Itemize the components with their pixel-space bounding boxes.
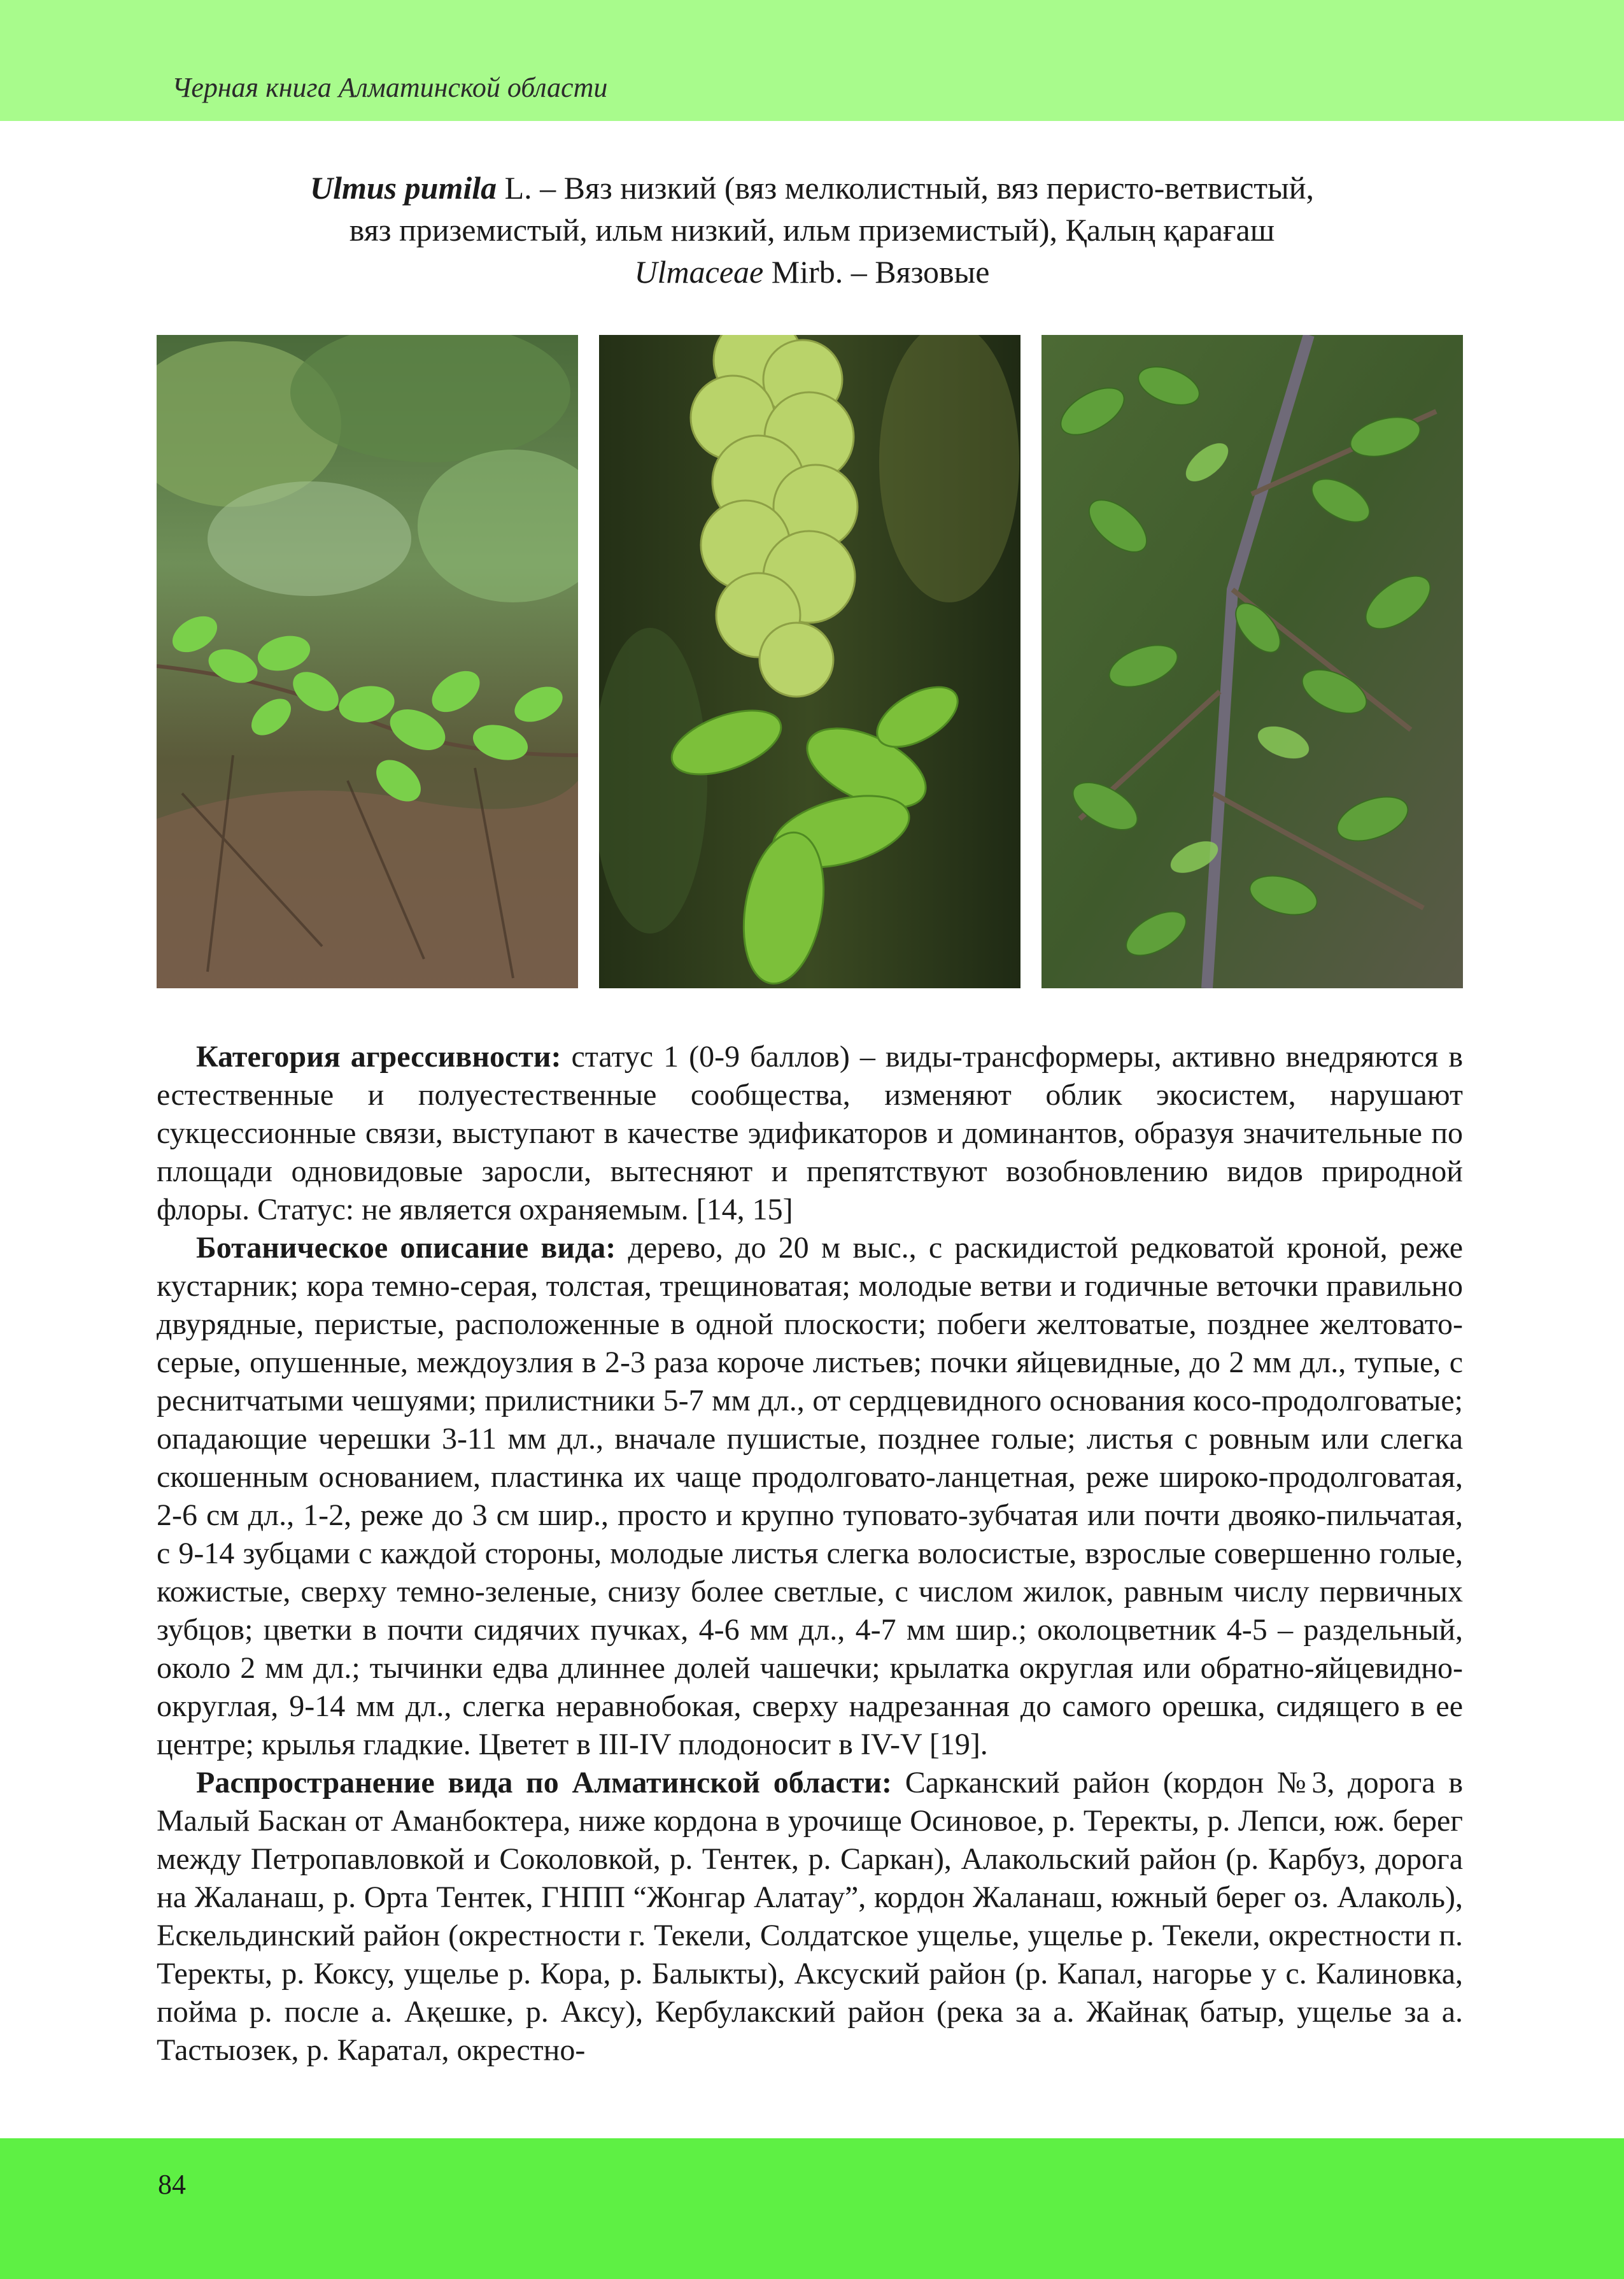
latin-name: Ulmus pumila xyxy=(309,170,497,206)
running-title: Черная книга Алматинской области xyxy=(172,72,608,103)
family-latin: Ulmaceae xyxy=(634,254,764,290)
photo-elm-branch xyxy=(157,335,578,988)
photo-elm-fruits xyxy=(599,335,1020,988)
section-heading: Распространение вида по Алматинской области: xyxy=(196,1766,893,1800)
species-title xyxy=(0,167,1624,293)
footer-band xyxy=(0,2138,1624,2279)
section-botanical-description xyxy=(157,1229,1463,1764)
header-band xyxy=(0,0,1624,121)
section-heading: Категория агрессивности: xyxy=(196,1040,561,1074)
title-line-1 xyxy=(0,167,1624,209)
section-aggressiveness xyxy=(157,1038,1463,1229)
section-body: дерево, до 20 м выс., с раскидистой редковатой кроной, реже кустарник; кора темно-серая, толстая, трещиноватая; молодые ветви и годичные веточки правильно двурядные, перистые, расположенные в одной плоскости; побеги желтоватые, позднее желтовато-серые, опушенные, междоузлия в 2-3 раза короче листьев; почки яйцевидные, до 2 мм дл., тупые, с реснитчатыми чешуями; прилистники 5-7 мм дл., от сердцевидного основания косо-продолговатые; опадающие черешки 3-11 мм дл., вначале пушистые, позднее голые; листья с ровным или слегка скошенным основанием, пластинка их чаще продолговато-ланцетная, реже широко-продолговатая, 2-6 см дл., 1-2, реже до 3 см шир., просто и крупно туповато-зубчатая или почти двояко-пильчатая, с 9-14 зубцами с каждой стороны, молодые листья слегка волосистые, взрослые совершенно голые, кожистые, сверху темно-зеленые, снизу более светлые, с числом жилок, равным числу первичных зубцов; цветки в почти сидячих пучках, 4-6 мм дл., 4-7 мм шир.; околоцветник 4-5 – раздельный, около 2 мм дл.; тычинки едва длиннее долей чашечки; крылатка округлая или обратно-яйцевидно-округлая, 9-14 мм дл., слегка неравнобокая, сверху надрезанная до самого орешка, сидящего в ее центре; крылья гладкие. Цветет в III-IV плодоносит в IV-V [19]. xyxy=(157,1231,1463,1761)
section-body: статус 1 (0-9 баллов) – виды-трансформеры, активно внедряются в естественные и полуестественные сообщества, изменяют облик экосистем, нарушают сукцессионные связи, выступают в качестве эдификаторов и доминантов, образуя значительные по площади одновидовые заросли, вытесняют и препятствуют возобновлению видов природной флоры. Статус: не является охраняемым. [14, 15] xyxy=(157,1040,1464,1226)
page-number: 84 xyxy=(158,2169,186,2200)
family-rest: Mirb. – Вязовые xyxy=(763,254,990,290)
family-line xyxy=(0,251,1624,293)
section-distribution xyxy=(157,1764,1463,2070)
section-body: Сарканский район (кордон №3, дорога в Малый Баскан от Аманбоктера, ниже кордона в урочище Осиновое, р. Теректы, р. Лепси, юж. берег между Петропавловкой и Соколовкой, р. Тентек, р. Саркан), Алакольский район (р. Карбуз, дорога на Жаланаш, р. Орта Тентек, ГНПП “Жонгар Алатау”, кордон Жаланаш, южный берег оз. Алаколь), Ескельдинский район (окрестности г. Текели, Солдатское ущелье, ущелье р. Текели, окрестности п. Теректы, р. Коксу, ущелье р. Кора, р. Балыкты), Аксуский район (р. Капал, нагорье у с. Калиновка, пойма р. после а. Ақешке, р. Аксу), Кербулакский район (река за а. Жайнақ батыр, ущелье за а. Тастыозек, р. Каратал, окрестно- xyxy=(157,1766,1463,2067)
common-names-2: вяз приземистый, ильм низкий, ильм приземистый), Қалың қарағаш xyxy=(349,212,1275,248)
photo-row xyxy=(0,335,1624,988)
section-heading: Ботаническое описание вида: xyxy=(196,1231,616,1265)
species-description xyxy=(157,1038,1463,2070)
common-names-1: Вяз низкий (вяз мелколистный, вяз перисто-ветвистый, xyxy=(563,170,1314,206)
photo-elm-shoots xyxy=(1041,335,1463,988)
author: L. – xyxy=(497,170,564,206)
